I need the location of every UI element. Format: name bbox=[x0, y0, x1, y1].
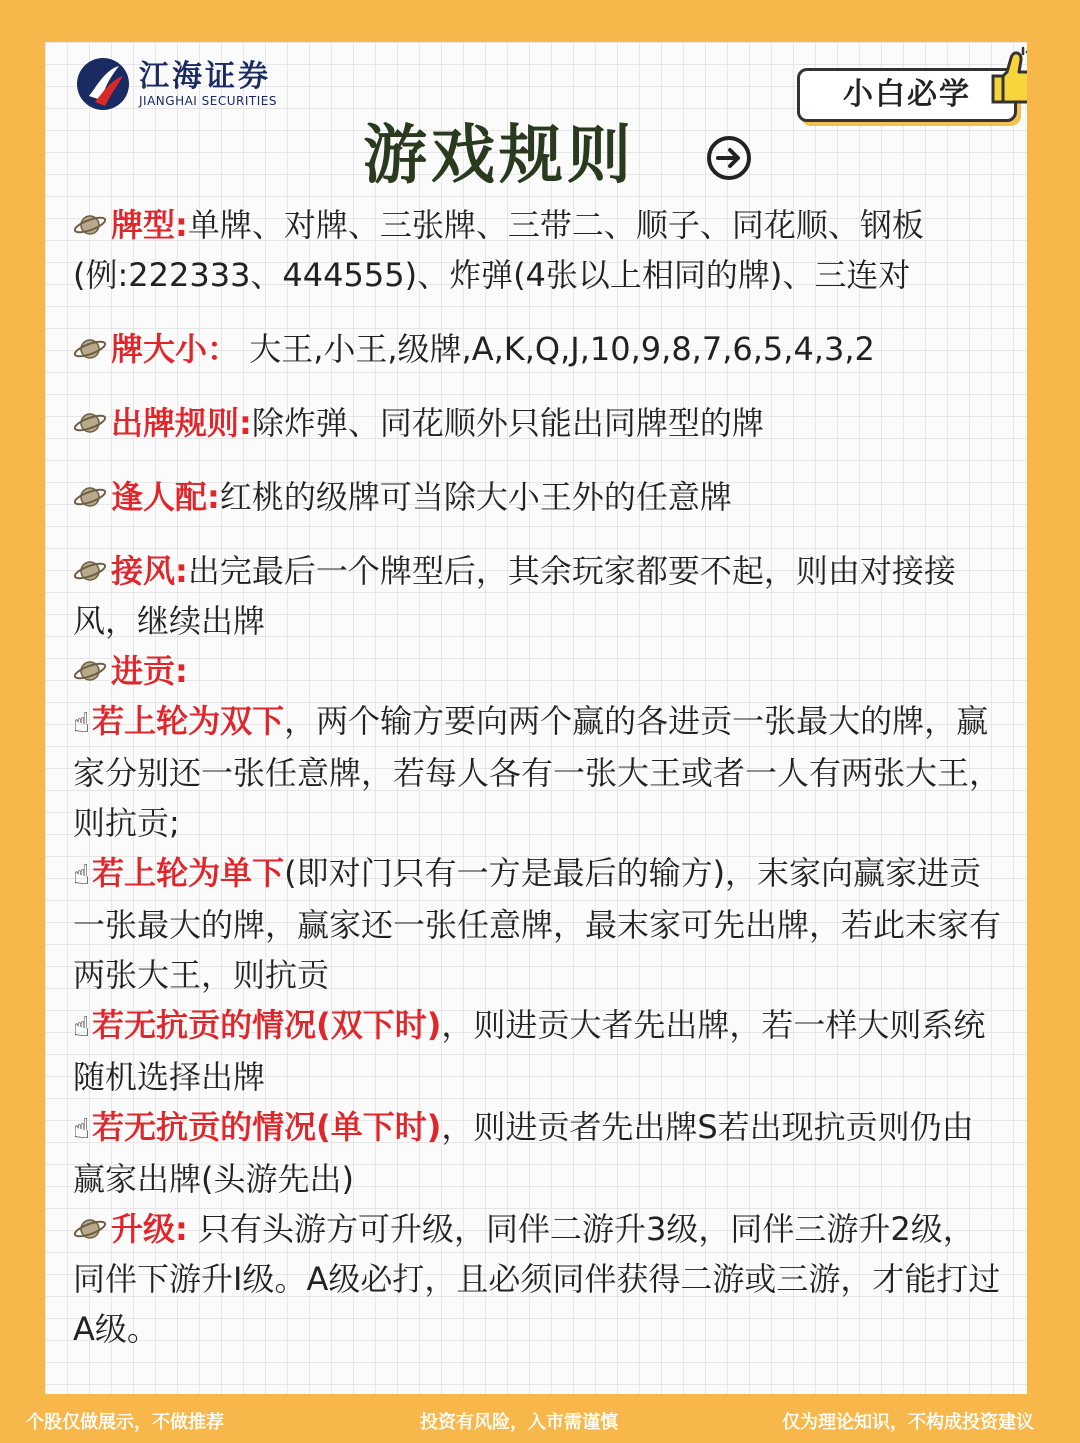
rule-text: 除炸弹、同花顺外只能出同牌型的牌 bbox=[251, 404, 764, 442]
arrow-circle-right-icon bbox=[705, 134, 753, 182]
thumbs-up-icon bbox=[989, 46, 1027, 106]
rule-text: 只有头游方可升级，同伴二游升3级，同伴三游升2级，同伴下游升I级。A级必打，且必须同伴获得二游或三游，才能打过A级。 bbox=[73, 1210, 1001, 1348]
point-text: (即对门只有一方是最后的输方)，末家向赢家进贡一张最大的牌，赢家还一张任意牌，最末家可先出牌，若此末家有两张大王，则抗贡 bbox=[73, 854, 1002, 994]
rule-follow bbox=[73, 546, 1003, 646]
point-text: ，则进贡者先出牌S若出现抗贡则仍由赢家出牌(头游先出) bbox=[73, 1108, 974, 1198]
beginner-badge: 小白必学 bbox=[797, 68, 1017, 122]
rule-text: 大王,小王,级牌,A,K,Q,J,10,9,8,7,6,5,4,3,2 bbox=[239, 330, 875, 368]
rule-label: 牌大小： bbox=[111, 330, 240, 368]
tribute-point bbox=[73, 848, 1003, 1000]
brand-name-cn: 江海证券 bbox=[139, 59, 271, 94]
rule-tribute bbox=[73, 646, 1003, 696]
pointing-hand-icon: ☝ bbox=[73, 1010, 91, 1043]
rule-label: 进贡: bbox=[111, 652, 188, 690]
point-text: ，两个输方要向两个赢的各进贡一张最大的牌，赢家分别还一张任意牌，若每人各有一张大王或者一人有两张大王，则抗贡; bbox=[73, 702, 1002, 842]
footer-disclaimer-left: 个股仅做展示，不做推荐 bbox=[26, 1412, 224, 1433]
rule-label: 牌型: bbox=[111, 206, 188, 244]
rule-play bbox=[73, 398, 1003, 448]
pointing-hand-icon: ☝ bbox=[73, 706, 91, 739]
saturn-planet-icon bbox=[73, 210, 107, 240]
rule-upgrade bbox=[73, 1204, 1003, 1354]
tribute-point bbox=[73, 1000, 1003, 1102]
brand-logo bbox=[75, 56, 277, 112]
saturn-planet-icon bbox=[73, 408, 107, 438]
jianghai-logo-icon bbox=[75, 56, 131, 112]
rule-wildcard bbox=[73, 472, 1003, 522]
point-label: 若上轮为双下 bbox=[92, 702, 285, 740]
saturn-planet-icon bbox=[73, 656, 107, 686]
pointing-hand-icon: ☝ bbox=[73, 858, 91, 891]
rule-label: 接风: bbox=[111, 552, 188, 590]
saturn-planet-icon bbox=[73, 1214, 107, 1244]
saturn-planet-icon bbox=[73, 482, 107, 512]
brand-name-en: JIANGHAI SECURITIES bbox=[139, 94, 277, 108]
saturn-planet-icon bbox=[73, 334, 107, 364]
point-label: 若无抗贡的情况(双下时) bbox=[92, 1006, 442, 1044]
rule-text: 红桃的级牌可当除大小王外的任意牌 bbox=[219, 478, 732, 516]
tribute-point bbox=[73, 1102, 1003, 1204]
rule-text: 出完最后一个牌型后，其余玩家都要不起，则由对接接风，继续出牌 bbox=[73, 552, 956, 640]
rule-label: 逢人配: bbox=[111, 478, 220, 516]
pointing-hand-icon: ☝ bbox=[73, 1112, 91, 1145]
footer-disclaimer-right: 仅为理论知识，不构成投资建议 bbox=[782, 1412, 1034, 1433]
rule-card-types bbox=[73, 200, 1003, 300]
tribute-point bbox=[73, 696, 1003, 848]
saturn-planet-icon bbox=[73, 556, 107, 586]
point-label: 若上轮为单下 bbox=[92, 854, 285, 892]
rule-label: 出牌规则: bbox=[111, 404, 252, 442]
point-label: 若无抗贡的情况(单下时) bbox=[92, 1108, 442, 1146]
rules-content bbox=[73, 200, 1003, 1354]
rule-text: 单牌、对牌、三张牌、三带二、顺子、同花顺、钢板(例:222333、444555)、炸弹(4张以上相同的牌)、三连对 bbox=[73, 206, 924, 294]
rules-card bbox=[45, 42, 1027, 1394]
point-text: ，则进贡大者先出牌，若一样大则系统随机选择出牌 bbox=[73, 1006, 986, 1096]
rule-label: 升级: bbox=[111, 1210, 188, 1248]
rule-card-rank bbox=[73, 324, 1003, 374]
footer-disclaimer-center: 投资有风险，入市需谨慎 bbox=[420, 1412, 618, 1433]
page-title: 游戏规则 bbox=[363, 119, 635, 193]
